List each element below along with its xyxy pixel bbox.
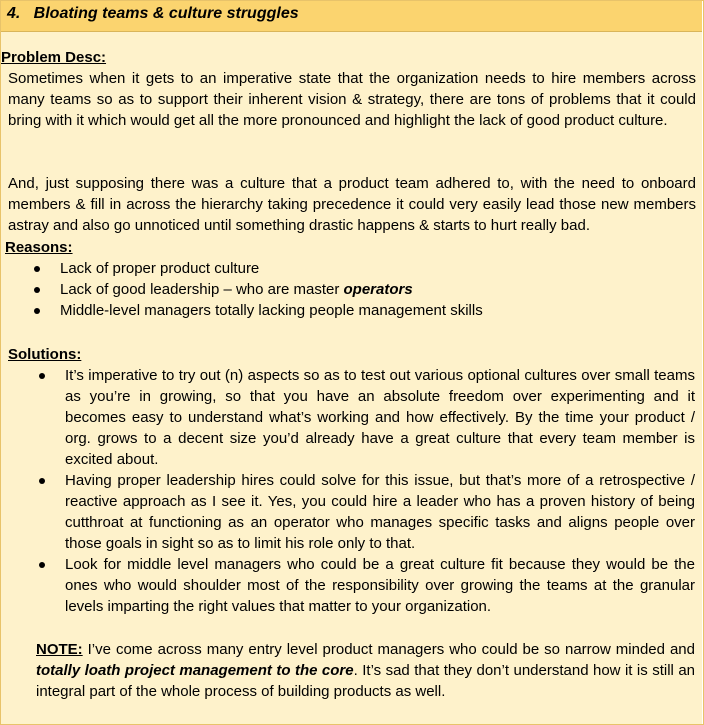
reason-emphasis: operators <box>343 281 413 298</box>
list-item <box>32 300 682 321</box>
reason-text: Middle-level managers totally lacking people management skills <box>60 302 483 319</box>
note-text-1: I’ve come across many entry level product managers who could be so narrow minded and <box>82 641 695 658</box>
reason-text: Lack of proper product culture <box>60 260 260 277</box>
note-label: NOTE: <box>36 641 83 658</box>
solution-text: It’s imperative to try out (n) aspects so as to test out various optional cultures over small teams as you’re in growing, so that you have an absolute freedom over experimenting and it becomes easy to understand what’s working and how effectively. By the time your product / org. grows to a decent size you’d already have a great culture that every team member is excited about. <box>65 367 695 468</box>
list-item <box>37 470 695 554</box>
reasons-heading: Reasons: <box>5 239 73 256</box>
list-item <box>32 279 682 300</box>
list-item <box>37 365 695 470</box>
list-item <box>37 554 695 617</box>
problem-paragraph-2: And, just supposing there was a culture that a product team adhered to, with the need to onboard members & fill in across the hierarchy taking precedence it could very easily lead those new members astray and also go unnoticed until something drastic happens & starts to hurt really bad. <box>8 175 696 234</box>
solutions-list <box>37 365 695 617</box>
solutions-heading: Solutions: <box>8 346 82 363</box>
list-item <box>32 258 682 279</box>
section-content <box>1 32 702 724</box>
reason-text: Lack of good leadership – who are master <box>60 281 344 298</box>
solution-text: Having proper leadership hires could solve for this issue, but that’s more of a retrospective / reactive approach as I see it. Yes, you could hire a leader who has a proven history of being cutthroat at functioning as an operator who manages specific tasks and aligns people over those goals in sight so as to limit his role only to that. <box>65 472 695 552</box>
bullet-icon <box>39 562 45 568</box>
section-title: 4. Bloating teams & culture struggles <box>7 5 299 22</box>
solution-text: Look for middle level managers who could be a great culture fit because they would be the ones who would shoulder most of the responsibility over growing the teams at the granular levels imparting the right values that matter to your organization. <box>65 556 695 615</box>
section-title-bar <box>1 1 702 32</box>
note-paragraph <box>36 639 695 702</box>
bullet-icon <box>34 308 40 314</box>
bullet-icon <box>39 373 45 379</box>
problem-heading: Problem Desc: <box>1 49 107 66</box>
note-text-2: . It’s sad that they don’t understand how it is still an integral part of the whole process of building products as well. <box>36 662 696 700</box>
bullet-icon <box>34 287 40 293</box>
bullet-icon <box>39 478 45 484</box>
note-emphasis: totally loath project management to the core <box>36 662 354 679</box>
reasons-list <box>32 258 682 321</box>
problem-paragraph-1: Sometimes when it gets to an imperative state that the organization needs to hire members across many teams so as to support their inherent vision & strategy, there are tons of problems that it could bring with it which would get all the more pronounced and highlight the lack of good product culture. <box>8 70 696 129</box>
bullet-icon <box>34 266 40 272</box>
